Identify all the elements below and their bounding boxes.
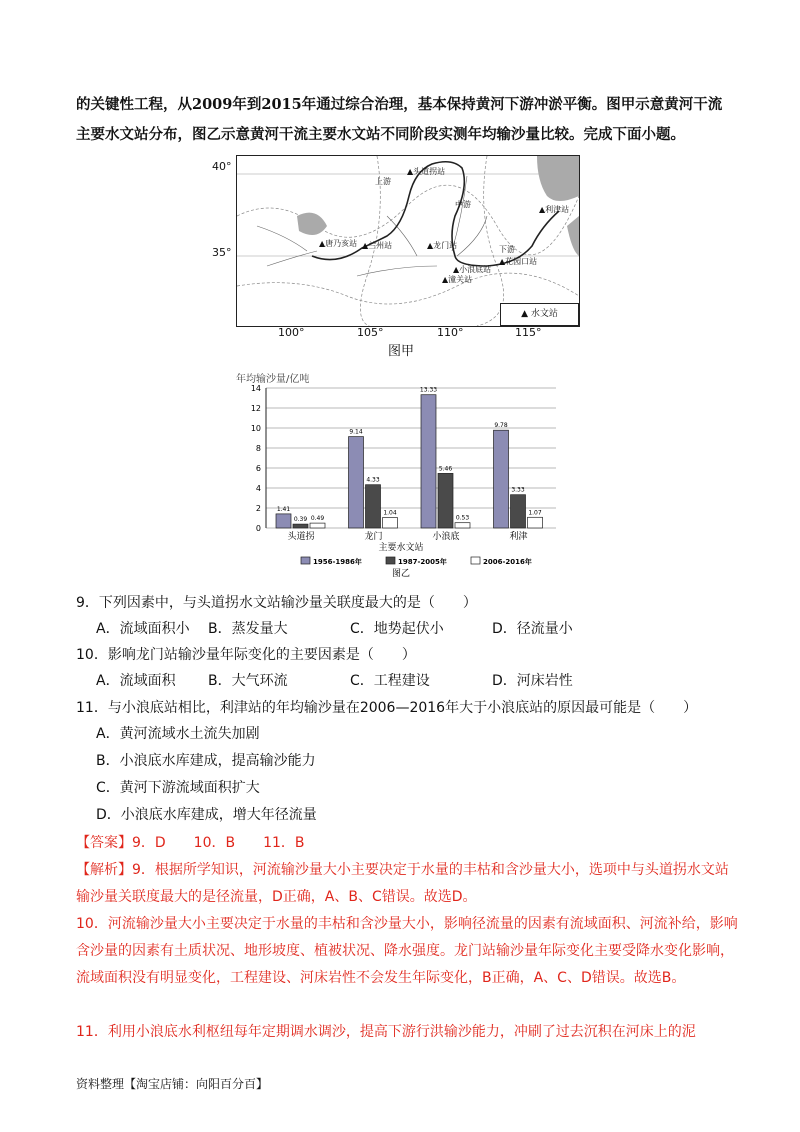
q10-option-a: A．流域面积 bbox=[96, 673, 176, 689]
x-category-label: 小浪底 bbox=[432, 532, 460, 542]
lon-label-115: 115° bbox=[515, 326, 542, 339]
map-legend: ▲ 水文站 bbox=[500, 303, 579, 326]
lat-label-40: 40° bbox=[212, 160, 232, 173]
lat-label-35: 35° bbox=[212, 246, 232, 259]
analysis-11: 11．利用小浪底水利枢纽每年定期调水调沙，提高下游行洪输沙能力，冲刷了过去沉积在河床上的泥 bbox=[76, 1024, 696, 1040]
bar-data-label: 1.41 bbox=[276, 505, 291, 513]
y-tick-label: 4 bbox=[255, 484, 261, 493]
bar-data-label: 0.49 bbox=[310, 515, 325, 523]
q11-option-c: C．黄河下游流域面积扩大 bbox=[96, 780, 260, 796]
x-category-label: 利津 bbox=[509, 532, 528, 542]
y-tick-label: 12 bbox=[250, 404, 261, 413]
station-lijin: ▲利津站 bbox=[539, 205, 570, 214]
bar-data-label: 0.39 bbox=[293, 516, 308, 524]
y-tick-label: 6 bbox=[255, 464, 261, 473]
bar bbox=[494, 430, 509, 528]
x-category-label: 头道拐 bbox=[287, 532, 315, 542]
q9-option-c: C．地势起伏小 bbox=[350, 621, 444, 637]
question-11: 11．与小浪底站相比，利津站的年均输沙量在2006—2016年大于小浪底站的原因最可能是（ ） bbox=[76, 700, 698, 716]
legend-label: 2006-2016年 bbox=[483, 558, 532, 566]
y-tick-label: 8 bbox=[255, 444, 261, 453]
lake bbox=[297, 213, 327, 235]
region-label-middle: 中游 bbox=[455, 200, 471, 209]
y-tick-label: 0 bbox=[255, 524, 261, 533]
bar bbox=[310, 523, 325, 528]
sea-area bbox=[537, 156, 579, 201]
bar-data-label: 0.53 bbox=[455, 514, 470, 522]
lon-label-110: 110° bbox=[437, 326, 464, 339]
chart-caption: 图乙 bbox=[391, 569, 411, 579]
bar-data-label: 13.33 bbox=[419, 386, 438, 394]
q9-option-a: A．流域面积小 bbox=[96, 621, 190, 637]
q9-option-b: B．蒸发量大 bbox=[208, 621, 288, 637]
q10-option-d: D．河床岩性 bbox=[492, 673, 573, 689]
intro-paragraph: 的关键性工程，从2009年到2015年通过综合治理，基本保持黄河下游冲淤平衡。图甲示意黄河干流主要水文站分布，图乙示意黄河干流主要水文站不同阶段实测年均输沙量比较。完成下面小题。 bbox=[76, 96, 723, 143]
analysis-9: 【解析】9．根据所学知识，河流输沙量大小主要决定于水量的丰枯和含沙量大小，选项中与头道拐水文站输沙量关联度最大的是径流量，D正确，A、B、C错误。故选D。 bbox=[76, 862, 729, 905]
q11-option-b: B．小浪底水库建成，提高输沙能力 bbox=[96, 753, 316, 769]
station-longmen: ▲龙门站 bbox=[427, 241, 458, 250]
sediment-bar-chart bbox=[236, 370, 566, 580]
bar bbox=[511, 495, 526, 528]
bar bbox=[349, 437, 364, 528]
legend-swatch bbox=[386, 557, 395, 564]
x-category-label: 龙门 bbox=[364, 532, 383, 542]
analysis-10: 10．河流输沙量大小主要决定于水量的丰枯和含沙量大小，影响径流量的因素有流域面积、河流补给，影响含沙量的因素有土质状况、地形坡度、植被状况、降水强度。龙门站输沙量年际变化主要受降水变化影响，流域面积没有明显变化，工程建设、河床岩性不会发生年际变化，B正确，A、C、D错误。故选B。 bbox=[76, 916, 738, 986]
bar bbox=[293, 524, 308, 528]
boundary-line bbox=[477, 156, 504, 326]
x-axis-label: 主要水文站 bbox=[378, 543, 424, 553]
boundary-line bbox=[237, 185, 579, 255]
bar-data-label: 5.46 bbox=[438, 465, 453, 473]
q11-option-a: A．黄河流域水土流失加剧 bbox=[96, 726, 260, 742]
bar bbox=[421, 395, 436, 528]
map-drawing bbox=[237, 156, 579, 326]
region-label-lower: 下游 bbox=[499, 245, 515, 254]
bar bbox=[528, 517, 543, 528]
bar-data-label: 9.78 bbox=[494, 422, 508, 430]
question-9: 9．下列因素中，与头道拐水文站输沙量关联度最大的是（ ） bbox=[76, 595, 477, 611]
lon-label-105: 105° bbox=[357, 326, 384, 339]
q9-option-d: D．径流量小 bbox=[492, 621, 573, 637]
q11-option-d: D．小浪底水库建成，增大年径流量 bbox=[96, 807, 317, 823]
station-tongguan: ▲潼关站 bbox=[442, 275, 473, 284]
map-caption: 图甲 bbox=[388, 344, 415, 359]
bar bbox=[366, 485, 381, 528]
legend-swatch bbox=[471, 557, 480, 564]
station-xiaolangdi: ▲小浪底站 bbox=[453, 265, 492, 274]
bar-data-label: 4.33 bbox=[366, 476, 380, 484]
bar bbox=[455, 523, 470, 528]
question-10: 10．影响龙门站输沙量年际变化的主要因素是（ ） bbox=[76, 647, 416, 663]
footer-source: 资料整理【淘宝店铺：向阳百分百】 bbox=[76, 1077, 269, 1091]
yellow-river-map bbox=[236, 155, 580, 327]
y-tick-label: 10 bbox=[250, 424, 261, 433]
station-toudaoguai: ▲头道拐站 bbox=[407, 167, 446, 176]
y-tick-label: 14 bbox=[250, 384, 261, 393]
boundary-line bbox=[237, 273, 579, 304]
chart-title: 年均输沙量/亿吨 bbox=[236, 374, 310, 385]
region-label-upper: 上游 bbox=[375, 177, 391, 186]
q10-option-b: B．大气环流 bbox=[208, 673, 288, 689]
station-lanzhou: ▲兰州站 bbox=[362, 241, 393, 250]
bar bbox=[276, 514, 291, 528]
legend-label: 1956-1986年 bbox=[313, 558, 362, 566]
bar bbox=[383, 518, 398, 528]
station-huayuankou: ▲花园口站 bbox=[499, 257, 538, 266]
station-tangnaihai: ▲唐乃亥站 bbox=[319, 239, 358, 248]
q10-option-c: C．工程建设 bbox=[350, 673, 430, 689]
lon-label-100: 100° bbox=[278, 326, 305, 339]
sea-area bbox=[567, 216, 579, 256]
bar-data-label: 1.07 bbox=[528, 509, 542, 517]
legend-label: 1987-2005年 bbox=[398, 558, 447, 566]
bar bbox=[438, 473, 453, 528]
y-tick-label: 2 bbox=[255, 504, 261, 513]
legend-swatch bbox=[301, 557, 310, 564]
bar-data-label: 3.33 bbox=[511, 486, 525, 494]
bar-data-label: 9.14 bbox=[349, 428, 363, 436]
answer-line: 【答案】9．D 10．B 11．B bbox=[76, 835, 305, 851]
bar-data-label: 1.04 bbox=[383, 509, 397, 517]
